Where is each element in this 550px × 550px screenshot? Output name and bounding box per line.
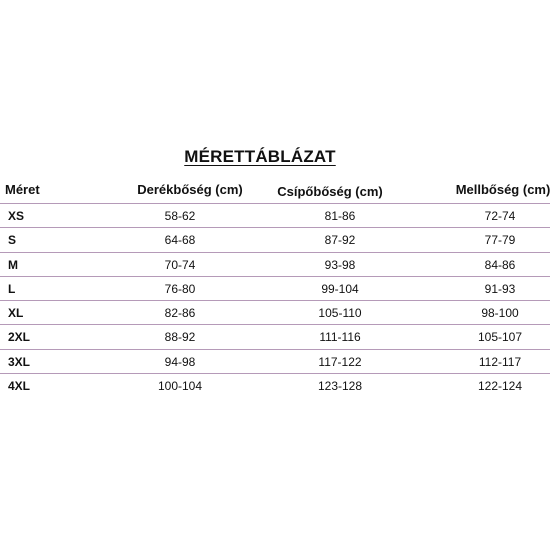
header-bust: Mellbőség (cm) (455, 182, 550, 197)
size-cell: XS (8, 209, 25, 223)
table-header (0, 180, 550, 200)
header-hip: Csípőbőség (cm) (277, 184, 383, 199)
bust-cell: 77-79 (484, 233, 516, 248)
table-row (0, 300, 550, 324)
bust-cell: 84-86 (484, 257, 516, 272)
hip-cell: 81-86 (324, 209, 356, 223)
size-cell: L (8, 281, 16, 296)
hip-cell: 87-92 (324, 233, 356, 248)
bust-cell: 72-74 (484, 209, 516, 223)
table-row (0, 276, 550, 300)
hip-cell: 93-98 (324, 257, 356, 272)
size-cell: M (8, 257, 18, 272)
waist-cell: 94-98 (164, 354, 196, 369)
table-row (0, 227, 550, 251)
page-title: MÉRETTÁBLÁZAT (184, 147, 336, 166)
bust-cell: 112-117 (478, 354, 522, 369)
bust-cell: 91-93 (484, 281, 516, 296)
header-size: Méret (5, 182, 40, 197)
header-waist: Derékbőség (cm) (137, 182, 243, 197)
size-cell: XL (8, 306, 24, 321)
bust-cell: 98-100 (481, 306, 519, 321)
bust-cell: 122-124 (477, 379, 523, 394)
size-table (0, 203, 550, 397)
waist-cell: 64-68 (164, 233, 196, 248)
waist-cell: 88-92 (164, 330, 196, 345)
waist-cell: 76-80 (164, 281, 196, 296)
size-cell: 3XL (8, 354, 31, 369)
table-row (0, 324, 550, 348)
hip-cell: 123-128 (317, 379, 363, 394)
table-row (0, 203, 550, 227)
bust-cell: 105-107 (477, 330, 523, 345)
size-cell: S (8, 233, 17, 248)
waist-cell: 70-74 (164, 257, 196, 272)
size-cell: 2XL (8, 330, 31, 345)
waist-cell: 82-86 (164, 306, 196, 321)
table-row (0, 373, 550, 397)
table-row (0, 349, 550, 373)
waist-cell: 58-62 (164, 209, 196, 223)
hip-cell: 105-110 (318, 306, 362, 321)
table-row (0, 252, 550, 276)
size-cell: 4XL (8, 379, 31, 394)
hip-cell: 99-104 (321, 281, 359, 296)
hip-cell: 117-122 (318, 354, 362, 369)
hip-cell: 111-116 (319, 330, 361, 345)
waist-cell: 100-104 (157, 379, 203, 394)
